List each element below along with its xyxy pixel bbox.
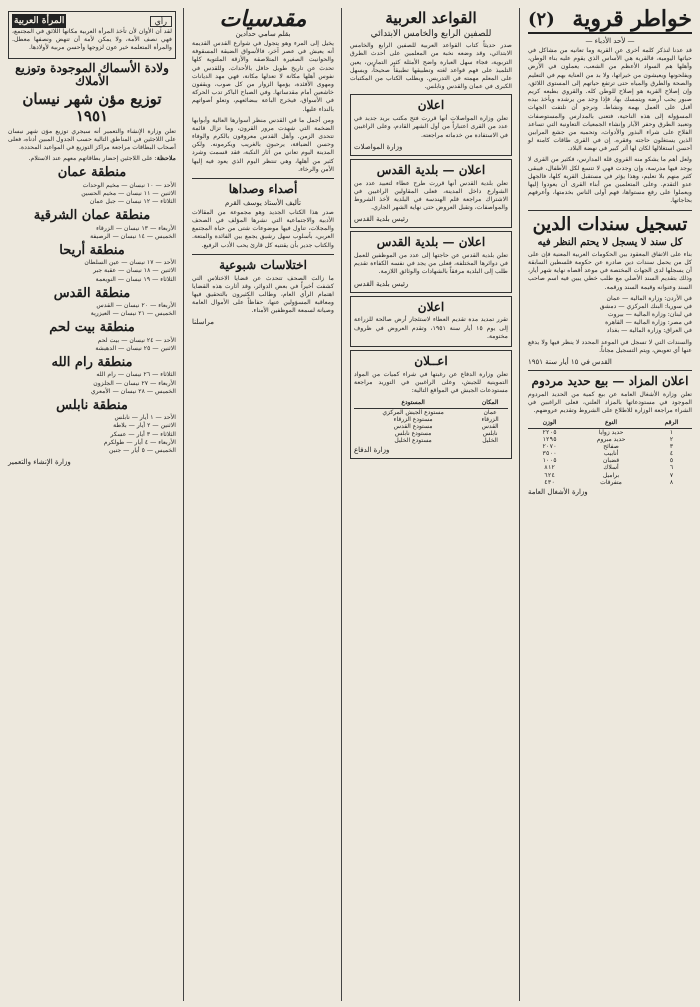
region-schedule (8, 371, 176, 396)
grammar-headline: القواعد العربية (385, 9, 477, 27)
bonds-list-item: في سوريا: البنك المركزي — دمشق (599, 302, 692, 310)
depots-col-header: المستودع (354, 398, 472, 408)
embezzlement-headline: اختلاسات شبوعية (219, 257, 307, 272)
opinion-body: لقد آن الأوان لأن تأخذ المرأة العربية مكانها اللائق في المجتمع، فهي نصف الأمة، ولا يمكن لأمة أن تنهض ونصفها معطل. والمرأة المتعلمة خير عون لزوجها وأحسن مربية لأولادها. (12, 28, 172, 52)
rural-thoughts-body-2: ولعل أهم ما يشكو منه القروي قلة المدارس، فكثير من القرى لا يوجد فيها مدرسة، وإن وجدت فهي لا تتسع لكل الأطفال، فيبقى كثير منهم بلا تعليم، وهذا يؤثر في مستقبل القرية كلها، فالجهل عدو التقدم. وعلى المتعلمين من أبناء القرى أن يعودوا إليها ويعملوا على رفع مستواها، فهم أولى الناس بخدمتها، وأعرفهم بحاجاتها. (528, 156, 692, 205)
depots-col-header: المكان (472, 398, 508, 408)
column-jerusalem (188, 8, 338, 1001)
table-row: ٨ متفرقات ٤٣٠ (544, 478, 674, 486)
list-item: الأحد — ١٧ نيسان — عين السلطان (84, 259, 176, 267)
bonds-list-item: في لبنان: وزارة المالية — بيروت (607, 311, 692, 319)
column-rule (341, 8, 342, 1001)
jerusalem-byline: بقلم سامي حدادين (235, 30, 291, 38)
list-item: الخميس — ٢٨ نيسان — الأمعري (90, 387, 176, 395)
book-byline: تأليف الأستاذ يوسف القرم (225, 198, 301, 207)
bonds-list-item: في العراق: وزارة المالية — بغداد (606, 327, 692, 335)
ad-box-2 (350, 159, 512, 229)
refugees-headline: ولادة الأسماك الموجودة وتوزيع الأملاك (15, 60, 169, 89)
rural-thoughts-masthead (528, 8, 692, 34)
list-item: الأحد — ٢٤ نيسان — بيت لحم (97, 336, 176, 344)
region-schedule (8, 302, 176, 318)
list-item: الأربعاء — ٤ أيار — طولكرم (103, 438, 176, 446)
distribution-body: تعلن وزارة الإنشاء والتعمير أنه سيجري توزيع مؤن شهر نيسان على اللاجئين في المناطق التالية حسب الجدول المبين أدناه، فعلى أصحاب البطاقات مراجعة مراكز التوزيع في المواعيد المحددة. (8, 127, 176, 152)
region-schedule (8, 414, 176, 455)
region-heading: منطقة عمان الشرقية (33, 208, 151, 224)
women-section-label: المرأة العربية (14, 16, 65, 26)
list-item: الاثنين — ١٨ نيسان — عقبة جبر (93, 267, 176, 275)
ad-box-4 (350, 296, 512, 347)
bonds-list-item: في الأردن: وزارة المالية — عمان (606, 294, 692, 302)
bonds-list-item: في مصر: وزارة المالية — القاهرة (605, 319, 692, 327)
ad-title: اعــلان (414, 354, 448, 368)
rural-thoughts-title: خواطر قروية (572, 8, 692, 32)
ad-signature: رئيس بلدية القدس (354, 279, 409, 288)
rural-thoughts-body: قد عدنا لنذكر كلمة أخرى عن القرية وما تعانيه من مشاكل في حياتها اليومية، فالقرية هي الأساس الذي يقوم عليه بناء الوطن، وأهلها هم السواد الأعظم من الشعب، يعملون في الأرض ويفلحونها ويعيشون من خيراتها، ولا بد من العناية بهم في التعليم والصحة والطرق والمياه حتى ترتفع حياتهم إلى المستوى اللائق، وإن إصلاح القرية هو إصلاح للوطن كله. والقروي بطبعه كريم صبور يحب أرضه ويتمسك بها، فإذا وجد من يرشده ويأخذ بيده أقبل على العمل بهمة ونشاط. ونرجو أن تلتفت الجهات المسؤولة إلى هذه الناحية، فتعنى بالمدارس والمستوصفات وتعبيد الطرق وحفر الآبار وإنشاء الجمعيات التعاونية التي تساعد الفلاح على شراء البذور والأدوات، وتحميه من جشع المرابين الذين يستغلون حاجته وفقره. إن في القرى طاقات كامنة لو أحسن استغلالها لكان لها أثر كبير في نهضة البلاد. (528, 47, 692, 153)
column-refugees (4, 8, 180, 1001)
auction-headline: اعلان المزاد — بيع حديد مردوم (531, 374, 689, 388)
refugees-signature: وزارة الإنشاء والتعمير (8, 458, 71, 467)
auction-col-header: الرقم (651, 418, 692, 428)
column-rule (519, 8, 520, 1001)
list-item: الخميس — ٢١ نيسان — العيزرية (90, 310, 176, 318)
table-row: الزرقاء مستودع الزرقاء (393, 415, 499, 423)
table-row: القدس مستودع القدس (393, 422, 499, 430)
grammar-subheadline: للصفين الرابع والخامس الابتدائي (370, 29, 492, 40)
bonds-note: والسندات التي لا تسجل في الموعد المحدد لا ينظر فيها ولا يدفع عنها أي تعويض، ويتم التسجيل مجاناً. (528, 338, 692, 354)
region-heading: منطقة عمان (57, 165, 127, 181)
table-row: ٦ أسلاك ٨١٢ (544, 464, 674, 472)
region-schedule (8, 337, 176, 353)
ad-signature: وزارة المواصلات (354, 142, 403, 151)
region-schedule (8, 182, 176, 207)
opinion-header (12, 14, 172, 28)
note-label: ملاحظة (156, 155, 176, 163)
list-item: الثلاثاء — ٣ أيار — عسكر (110, 430, 176, 438)
ad-body: تعلن بلدية القدس أنها قررت طرح عطاء لتعبيد عدد من الشوارع داخل المدينة، فعلى المقاولين الراغبين في الاشتراك مراجعة قلم الهندسة في البلدية لأخذ الشروط والمواصفات، وتقبل العروض حتى نهاية الشهر الجاري. (354, 179, 508, 212)
list-item: الأحد — ١٠ نيسان — مخيم الوحدات (82, 181, 176, 189)
auction-table (528, 418, 692, 486)
table-row: ٤ أنابيب ٣٥٠٠ (542, 450, 674, 458)
table-row: الخليل مستودع الخليل (394, 437, 498, 445)
ad-body: تعلن وزارة الدفاع عن رغبتها في شراء كميات من المواد التموينية للجيش، وعلى الراغبين في التوريد مراجعة مستودعات الجيش في المواقع التالية: (354, 370, 508, 395)
ad-title: اعلان — بلدية القدس (376, 162, 486, 177)
rural-thoughts-byline: — لأحد الأدباء — (585, 37, 635, 45)
table-row: ٣ صفائح ٢٠٧٠ (542, 442, 674, 450)
ad-title: اعلان (417, 98, 445, 113)
ad-title: اعلان (417, 299, 445, 314)
ad-box-1 (350, 94, 512, 155)
bonds-date: القدس في ١٥ أيار سنة ١٩٥١ (528, 358, 612, 366)
bonds-body: بناء على الاتفاق المعقود بين الحكومات العربية المعنية فإن على كل من يحمل سندات دين صادرة عن حكومة فلسطين السابقة أن يسجلها لدى الجهات المختصة في موعد أقصاه نهاية شهر أيار، وذلك بتقديم السند الأصلي مع طلب خطي يبين فيه اسم صاحب السند وعنوانه وقيمة السند ورقمه. (528, 250, 692, 291)
bonds-headline: تسجيل سندات الدين (532, 213, 688, 235)
jerusalem-headline: مقدسيات (219, 8, 307, 32)
column-grammar-ads (346, 8, 516, 1001)
opinion-label: رأي (150, 16, 172, 27)
table-row: ٥ قضبان ١٠٠٥ (542, 457, 674, 465)
grammar-body: صدر حديثاً كتاب القواعد العربية للصفين الرابع والخامس الابتدائي، وقد وضعه نخبة من المعلمين على أحدث الطرق التربوية، فجاء سهل العبارة واضح الأمثلة كثير التمارين، يعين التلميذ على فهم قواعد لغته وتطبيقها تطبيقاً صحيحاً، ويسهل على المعلم مهمته في التدريس. ويطلب الكتاب من المكتبات الكبرى في عمان والقدس ونابلس. (350, 42, 512, 91)
ad-title: اعلان — بلدية القدس (376, 235, 486, 250)
ad-box-5 (350, 350, 512, 459)
jerusalem-body-2: ومن أجمل ما في القدس منظر أسوارها العالية وأبوابها الضخمة التي شهدت مرور القرون، وما تزال قائمة تتحدى الزمن. وأهل القدس معروفون بالكرم والوفاء وحسن الضيافة، يرحبون بالغريب ويكرمونه. ولكن المدينة اليوم تعاني من آثار النكبة، فقد قسمت وشرد كثير من أهلها، وهي تنتظر اليوم الذي يعود فيه إليها الأمن والرخاء. (192, 116, 334, 173)
book-headline: أصداء وصداها (228, 182, 298, 196)
region-heading: منطقة القدس (53, 285, 131, 301)
table-row: ٧ براميل ٦٢٤ (544, 471, 674, 479)
bonds-subheadline: كل سند لا يسجل لا يحتم النظر فيه (537, 237, 683, 249)
ad-signature: رئيس بلدية القدس (354, 215, 409, 224)
list-item: الاثنين — ٢ أيار — بلاطة (113, 422, 176, 430)
column-rural-thoughts (524, 8, 696, 1001)
ad-body: تعلن بلدية القدس عن حاجتها إلى عدد من الموظفين للعمل في دوائرها المختلفة، فعلى من يجد في نفسه الكفاءة تقديم طلب إلى البلدية مرفقاً بالشهادات والوثائق اللازمة. (354, 252, 508, 276)
list-item: الأربعاء — ٢٧ نيسان — الجلزون (93, 379, 176, 387)
list-item: الثلاثاء — ٢٦ نيسان — رام الله (96, 371, 176, 379)
column-rule (183, 8, 184, 1001)
bonds-list (528, 295, 692, 336)
ad-box-3 (350, 231, 512, 292)
list-item: الثلاثاء — ١٢ نيسان — جبل عمان (89, 198, 176, 206)
book-body: صدر هذا الكتاب الجديد وهو مجموعة من المقالات الأدبية والاجتماعية التي نشرها المؤلف في الصحف والمجلات، تناول فيها موضوعات شتى من حياة المجتمع العربي، بأسلوب سهل رشيق يجمع بين الفائدة والمتعة. والكتاب جدير بأن يقتنيه كل قارئ يحب الأدب الرفيع. (192, 208, 334, 249)
region-schedule (8, 225, 176, 241)
jerusalem-body: يخيل إلى المرء وهو يتجول في شوارع القدس القديمة أنه يعيش في عصر آخر، فالأسواق الضيقة المسقوفة والحوانيت الصغيرة المتلاصقة والأزقة الملتوية كلها تحدث عن تاريخ طويل حافل بالأحداث. وللقدس في نفوس أهلها مكانة لا تعدلها مكانة، فهي مهد الديانات ومهوى الأفئدة، يؤمها الزوار من كل صوب، ويقفون خاشعين أمام مقدساتها. وفي الصباح الباكر تدب الحركة في الأسواق، فيخرج الباعة ببضائعهم، وتعلو أصواتهم بالنداء عليها. (192, 40, 334, 113)
region-schedule (8, 259, 176, 284)
region-heading: منطقة رام الله (51, 355, 133, 371)
divider (192, 178, 334, 179)
list-item: الأربعاء — ١٣ نيسان — الزرقاء (96, 224, 176, 232)
table-row: ١ حديد زوايا ٢٢٠٥ (542, 428, 674, 436)
region-heading: منطقة نابلس (56, 398, 128, 413)
article-number: (٢) (528, 9, 555, 30)
divider (528, 370, 692, 371)
auction-body: تعلن وزارة الأشغال العامة عن بيع كمية من الحديد المردوم الموجود في مستودعاتها بالمزاد العلني، فعلى الراغبين في الشراء مراجعة الوزارة للاطلاع على الشروط وتقديم عروضهم. (528, 390, 692, 415)
embezzlement-signature: مراسلنا (192, 318, 214, 327)
region-heading: منطقة بيت لحم (49, 320, 135, 336)
list-item: الاثنين — ١١ نيسان — مخيم الحسين (81, 189, 176, 197)
distribution-note: ملاحظة: على اللاجئين إحضار بطاقاتهم معهم عند الاستلام. (28, 155, 176, 163)
auction-col-header: الوزن (528, 418, 571, 428)
divider (192, 254, 334, 255)
list-item: الاثنين — ٢٥ نيسان — الدهيشة (95, 344, 176, 352)
table-row: عمان مستودع الجيش المركزي (382, 408, 497, 416)
ad-body: تعلن وزارة المواصلات أنها قررت فتح مكتب بريد جديد في عدد من القرى اعتباراً من أول الشهر القادم، وعلى الراغبين في الاستفادة من خدماته مراجعته. (354, 115, 508, 139)
table-row: نابلس مستودع نابلس (394, 430, 498, 438)
ad-body: تقرر تمديد مدة تقديم العطاء لاستئجار أرض صالحة للزراعة إلى يوم ١٥ أيار سنة ١٩٥١، وتقدم العروض في ظروف مختومة. (354, 316, 508, 340)
table-row: ٢ حديد مبروم ١٢٩٥ (542, 435, 674, 443)
ad-signature: وزارة الدفاع (354, 446, 390, 455)
depots-table (354, 398, 508, 444)
distribution-headline: توزيع مؤن شهر نيسان ١٩٥١ (22, 90, 162, 126)
list-item: الخميس — ١٤ نيسان — الرصيفة (90, 232, 176, 240)
embezzlement-body: ما زالت الصحف تتحدث عن قضايا الاختلاس التي كشفت أخيراً في بعض الدوائر، وقد أثارت هذه القضايا اهتمام الرأي العام، وطالب الكثيرون بالتحقيق فيها ومعاقبة المسؤولين عنها، حفاظاً على الأموال العامة وصيانة لسمعة الموظفين الأمناء. (192, 274, 334, 315)
auction-signature: وزارة الأشغال العامة (528, 488, 588, 497)
list-item: الأربعاء — ٢٠ نيسان — القدس (96, 302, 176, 310)
opinion-box (8, 11, 176, 59)
divider (528, 210, 692, 211)
note-text: على اللاجئين إحضار بطاقاتهم معهم عند الاستلام. (28, 155, 153, 163)
list-item: الخميس — ٥ أيار — جنين (108, 447, 176, 455)
list-item: الأحد — ١ أيار — نابلس (114, 414, 176, 422)
region-heading: منطقة أريحا (59, 242, 125, 258)
list-item: الثلاثاء — ١٩ نيسان — النويعمة (95, 275, 176, 283)
auction-col-header: النوع (571, 418, 651, 428)
